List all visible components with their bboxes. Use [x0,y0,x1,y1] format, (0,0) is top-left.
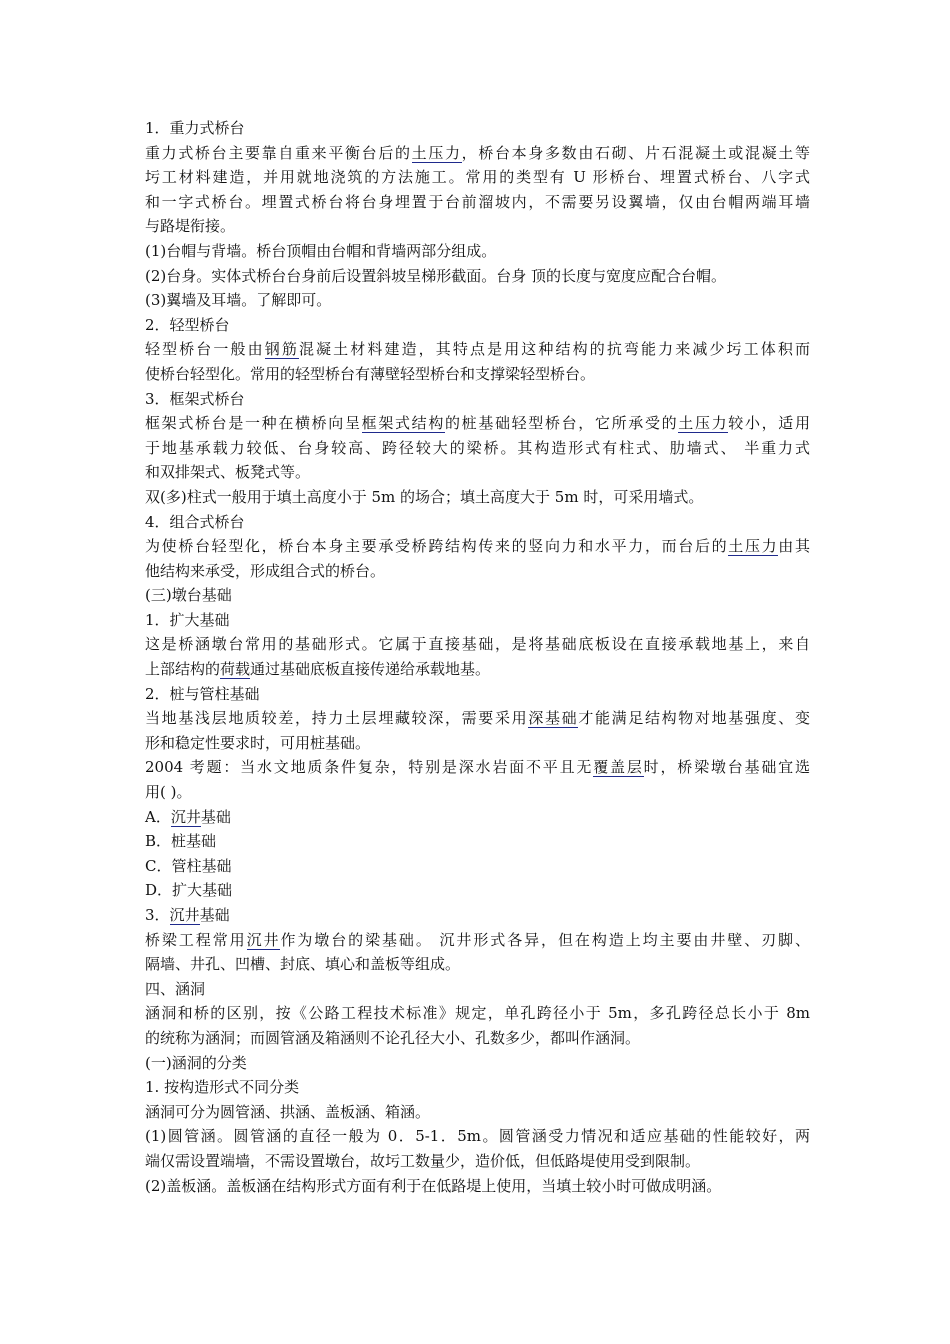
text-segment: 上部结构的 [145,660,221,679]
text-segment: (2)盖板涵。盖板涵在结构形式方面有利于在低路堤上使用，当填土较小时可做成明涵。 [145,1176,722,1195]
text-segment: 这是桥涵墩台常用的基础形式。它属于直接基础，是将基础底板设在直接承载地基上，来自 [145,635,810,654]
text-line [145,510,810,535]
text-segment: C．管柱基础 [145,856,232,875]
text-segment: 较小，适用 [728,414,810,433]
text-segment: (一)涵洞的分类 [145,1053,247,1072]
text-segment: 2．轻型桥台 [145,315,230,334]
text-line [145,1051,810,1076]
text-line [145,583,810,608]
text-line [145,1026,810,1051]
text-line [145,928,810,953]
text-segment: 与路堤衔接。 [145,217,236,236]
text-segment: 四、涵洞 [145,979,206,998]
text-segment: 时，桥梁墩台基础宜选 [643,758,810,777]
text-segment: 3．框架式桥台 [145,389,245,408]
text-segment: 4．组合式桥台 [145,512,245,531]
text-line [145,485,810,510]
text-line [145,436,810,461]
text-segment: 桥梁工程常用 [145,930,247,949]
text-segment: 隔墙、井孔、凹槽、封底、填心和盖板等组成。 [145,955,461,974]
text-segment: (2)台身。实体式桥台台身前后设置斜坡呈梯形截面。台身 顶的长度与宽度应配合台帽。 [145,266,727,285]
text-line [145,682,810,707]
text-line [145,411,810,436]
text-segment: 的桩基础轻型桥台，它所承受的 [444,414,679,433]
text-segment: 他结构来承受，形成组合式的桥台。 [145,561,386,580]
keyword-link[interactable]: 沉井 [169,906,200,924]
text-segment: 用( )。 [145,783,192,802]
text-line [145,190,810,215]
text-segment: 使桥台轻型化。常用的轻型桥台有薄壁轻型桥台和支撑梁轻型桥台。 [145,364,596,383]
keyword-link[interactable]: 土压力 [411,143,462,162]
text-line [145,288,810,313]
text-line [145,952,810,977]
text-segment: (1)台帽与背墙。桥台顶帽由台帽和背墙两部分组成。 [145,241,497,260]
keyword-link[interactable]: 沉井 [170,807,201,826]
keyword-link[interactable]: 沉井 [246,930,281,949]
text-line [145,805,810,830]
text-line [145,977,810,1002]
text-line [145,1124,810,1149]
text-line [145,387,810,412]
keyword-link[interactable]: 覆盖层 [593,758,644,777]
text-segment: 于地基承载力较低、台身较高、跨径较大的梁桥。其构造形式有柱式、肋墙式、 半重力式 [145,438,810,457]
text-segment: A． [145,807,171,826]
text-line [145,657,810,682]
text-segment: 双(多)柱式一般用于填土高度小于 5m 的场合；填土高度大于 5m 时，可采用墙式。 [145,487,704,506]
text-segment: D．扩大基础 [145,881,233,900]
text-segment: 涵洞和桥的区别，按《公路工程技术标准》规定，单孔跨径小于 5m，多孔跨径总长小于 8m [145,1004,810,1023]
keyword-link[interactable]: 钢筋 [264,340,299,359]
text-segment: 1. 按构造形式不同分类 [145,1078,300,1097]
text-line [145,460,810,485]
text-line [145,829,810,854]
text-line [145,706,810,731]
text-line [145,313,810,338]
text-line [145,264,810,289]
document-body [145,116,810,1198]
text-line [145,878,810,903]
text-segment: 形和稳定性要求时，可用桩基础。 [145,733,371,752]
text-line [145,141,810,166]
text-segment: 重力式桥台主要靠自重来平衡台后的 [145,143,412,162]
text-line [145,632,810,657]
text-segment: ，桥台本身多数由石砌、片石混凝土或混凝土等 [461,143,810,162]
text-segment: 涵洞可分为圆管涵、拱涵、盖板涵、箱涵。 [145,1102,431,1121]
text-segment: 为使桥台轻型化，桥台本身主要承受桥跨结构传来的竖向力和水平力，而台后的 [145,537,729,556]
text-segment: (三)墩台基础 [145,586,232,605]
text-segment: 框架式桥台是一种在横桥向呈 [145,414,362,433]
keyword-link[interactable]: 土压力 [728,537,779,556]
keyword-link[interactable]: 框架式结构 [361,414,445,433]
text-line [145,362,810,387]
keyword-link[interactable]: 土压力 [678,414,729,433]
text-line [145,239,810,264]
text-segment: 圬工材料建造，并用就地浇筑的方法施工。常用的类型有 U 形桥台、埋置式桥台、八字式 [145,168,810,187]
text-segment: (3)翼墙及耳墙。了解即可。 [145,291,332,310]
text-line [145,1100,810,1125]
text-line [145,337,810,362]
text-segment: 的统称为涵洞；而圆管涵及箱涵则不论孔径大小、孔数多少，都叫作涵洞。 [145,1028,641,1047]
keyword-link[interactable]: 深基础 [528,709,579,728]
text-line [145,755,810,780]
text-line [145,1149,810,1174]
text-line [145,1174,810,1199]
text-segment: 通过基础底板直接传递给承载地基。 [250,660,491,679]
text-line [145,116,810,141]
text-segment: 混凝土材料建造，其特点是用这种结构的抗弯能力来减少圬工体积而 [298,340,810,359]
text-line [145,165,810,190]
text-segment: 作为墩台的梁基础。 沉井形式各异，但在构造上均主要由井壁、刃脚、 [280,930,810,949]
text-line [145,214,810,239]
text-line [145,854,810,879]
text-segment: 基础 [199,906,230,924]
text-line [145,559,810,584]
text-segment: 基础 [200,807,231,826]
text-line [145,1001,810,1026]
text-segment: (1)圆管涵。圆管涵的直径一般为 0．5-1．5m。圆管涵受力情况和适应基础的性能较好，两 [145,1127,810,1146]
text-line [145,608,810,633]
text-segment: 3． [145,906,170,924]
text-segment: 2004 考题：当水文地质条件复杂，特别是深水岩面不平且无 [145,758,594,777]
text-segment: 和双排架式、板凳式等。 [145,463,311,482]
text-line [145,1075,810,1100]
text-segment: 2．桩与管柱基础 [145,684,260,703]
text-line [145,780,810,805]
text-line [145,903,810,928]
text-line [145,731,810,756]
text-segment: 1．重力式桥台 [145,119,245,137]
text-segment: 才能满足结构物对地基强度、变 [578,709,810,728]
text-segment: 1．扩大基础 [145,610,230,629]
keyword-link[interactable]: 荷载 [220,660,251,679]
text-segment: 端仅需设置端墙，不需设置墩台，故圬工数量少，造价低，但低路堤使用受到限制。 [145,1151,701,1170]
text-segment: B．桩基础 [145,832,217,851]
text-segment: 和一字式桥台。埋置式桥台将台身埋置于台前溜坡内，不需要另设翼墙，仅由台帽两端耳墙 [145,192,810,211]
text-line [145,534,810,559]
text-segment: 由其 [778,537,810,556]
text-segment: 当地基浅层地质较差，持力土层埋藏较深，需要采用 [145,709,529,728]
text-segment: 轻型桥台一般由 [145,340,265,359]
